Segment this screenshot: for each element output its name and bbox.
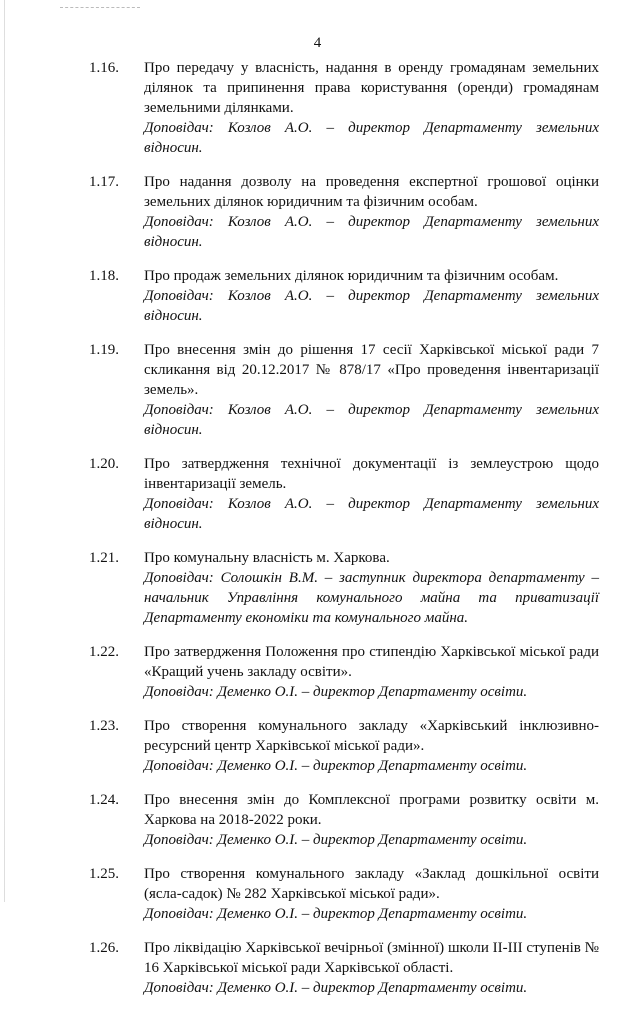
- agenda-item: [89, 266, 599, 326]
- item-speaker: Доповідач: Солошкін В.М. – заступник директора департаменту – начальник Управління комунального майна та приватизації Департаменту економіки та комунального майна.: [144, 570, 599, 626]
- agenda-list: [89, 58, 599, 1012]
- agenda-item: [89, 642, 599, 702]
- agenda-item: [89, 938, 599, 998]
- item-number: 1.21.: [89, 550, 119, 566]
- item-title: Про затвердження технічної документації із землеустрою щодо інвентаризації земель.: [144, 456, 599, 492]
- item-number: 1.26.: [89, 940, 119, 956]
- item-title: Про передачу у власність, надання в оренду громадянам земельних ділянок та припинення права користування (оренди) громадянам земельними ділянками.: [144, 60, 599, 116]
- agenda-item: [89, 58, 599, 158]
- agenda-item: [89, 864, 599, 924]
- item-title: Про створення комунального закладу «Харківський інклюзивно-ресурсний центр Харківської міської ради».: [144, 718, 599, 754]
- agenda-item: [89, 454, 599, 534]
- item-title: Про ліквідацію Харківської вечірньої (змінної) школи ІІ-ІІІ ступенів № 16 Харківської міської ради Харківської області.: [144, 940, 599, 976]
- agenda-item: [89, 716, 599, 776]
- item-title: Про внесення змін до Комплексної програми розвитку освіти м. Харкова на 2018-2022 роки.: [144, 792, 599, 828]
- agenda-item: [89, 548, 599, 628]
- item-speaker: Доповідач: Деменко О.І. – директор Департаменту освіти.: [144, 906, 528, 922]
- item-number: 1.24.: [89, 792, 119, 808]
- page-number: 4: [313, 35, 322, 51]
- item-title: Про надання дозволу на проведення експертної грошової оцінки земельних ділянок юридичним та фізичним особам.: [144, 174, 599, 210]
- item-title: Про затвердження Положення про стипендію Харківської міської ради «Кращий учень закладу освіти».: [144, 644, 599, 680]
- item-speaker: Доповідач: Козлов А.О. – директор Департаменту земельних відносин.: [144, 402, 599, 438]
- scan-edge: [4, 0, 5, 902]
- agenda-item: [89, 790, 599, 850]
- item-number: 1.19.: [89, 342, 119, 358]
- item-title: Про комунальну власність м. Харкова.: [144, 550, 390, 566]
- item-speaker: Доповідач: Деменко О.І. – директор Департаменту освіти.: [144, 684, 528, 700]
- item-speaker: Доповідач: Козлов А.О. – директор Департаменту земельних відносин.: [144, 214, 599, 250]
- item-speaker: Доповідач: Деменко О.І. – директор Департаменту освіти.: [144, 832, 528, 848]
- item-number: 1.18.: [89, 268, 119, 284]
- agenda-item: [89, 172, 599, 252]
- item-number: 1.20.: [89, 456, 119, 472]
- item-speaker: Доповідач: Деменко О.І. – директор Департаменту освіти.: [144, 980, 528, 996]
- item-speaker: Доповідач: Козлов А.О. – директор Департаменту земельних відносин.: [144, 496, 599, 532]
- item-number: 1.22.: [89, 644, 119, 660]
- item-title: Про продаж земельних ділянок юридичним та фізичним особам.: [144, 268, 559, 284]
- item-speaker: Доповідач: Деменко О.І. – директор Департаменту освіти.: [144, 758, 528, 774]
- item-number: 1.17.: [89, 174, 119, 190]
- item-title: Про створення комунального закладу «Заклад дошкільної освіти (ясла-садок) № 282 Харківської міської ради».: [144, 866, 599, 902]
- item-speaker: Доповідач: Козлов А.О. – директор Департаменту земельних відносин.: [144, 120, 599, 156]
- agenda-item: [89, 340, 599, 440]
- item-number: 1.23.: [89, 718, 119, 734]
- item-number: 1.25.: [89, 866, 119, 882]
- item-title: Про внесення змін до рішення 17 сесії Харківської міської ради 7 скликання від 20.12.2017 № 878/17 «Про проведення інвентаризації земель».: [144, 342, 599, 398]
- item-speaker: Доповідач: Козлов А.О. – директор Департаменту земельних відносин.: [144, 288, 599, 324]
- scan-artifact: [60, 7, 140, 8]
- item-number: 1.16.: [89, 60, 119, 76]
